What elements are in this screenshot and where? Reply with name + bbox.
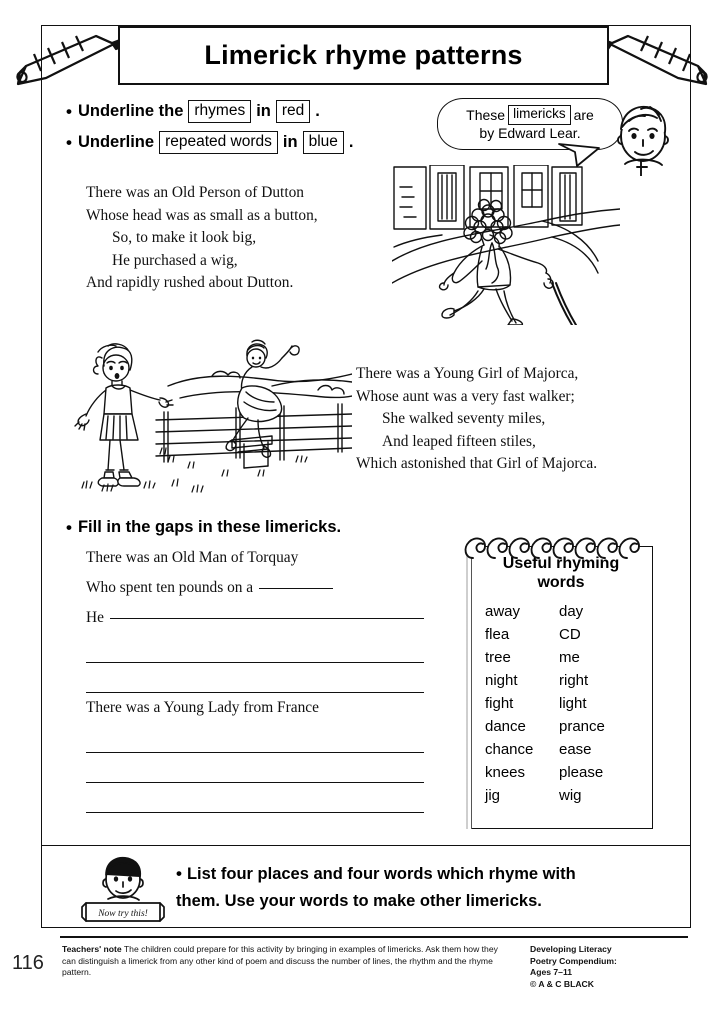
speech-post: are [573, 106, 594, 123]
fill-gaps-heading [66, 518, 341, 537]
now-try-this-badge-text: Now try this! [98, 909, 148, 919]
publisher-line-3: Ages 7–11 [530, 967, 573, 978]
teachers-note [62, 944, 512, 979]
now-try-this-divider [41, 845, 691, 846]
limerick-dutton-line-1: There was an Old Person of Dutton [86, 184, 304, 201]
speech-bubble-line-2: by Edward Lear. [479, 125, 581, 142]
boy-face-icon [607, 96, 679, 176]
instruction-2-tail: . [348, 133, 354, 151]
rhyme-word-left: away [485, 603, 521, 620]
pencil-icon-left [8, 22, 128, 94]
speech-boxed-limericks: limericks [508, 105, 571, 125]
limerick-dutton-line-4: He purchased a wig, [112, 251, 238, 269]
torquay-line-3-text: He [86, 609, 104, 626]
bullet-icon: • [66, 102, 72, 121]
rhyme-word-right: please [559, 764, 604, 781]
bullet-icon: • [176, 864, 182, 883]
old-man-running-illustration [392, 165, 620, 325]
fill-gaps-body [86, 549, 424, 819]
torquay-line-1: There was an Old Man of Torquay [86, 549, 299, 566]
rhyme-word-right: ease [559, 741, 592, 758]
instruction-2-mid: in [282, 133, 298, 151]
page-number: 116 [12, 952, 44, 974]
publisher-line-2: Poetry Compendium: [530, 955, 617, 966]
page-title-box [118, 26, 609, 85]
instruction-item-2 [66, 131, 446, 154]
speech-bubble-group [437, 98, 637, 160]
instruction-1-mid: in [256, 102, 271, 120]
fill-gaps-heading-text: Fill in the gaps in these limericks. [77, 518, 342, 536]
rhyme-word-right: me [559, 649, 580, 666]
torquay-line-3-row [86, 609, 424, 639]
publisher-info [530, 944, 690, 990]
rhyme-word-left: flea [485, 626, 510, 643]
rhyme-word-left: knees [485, 764, 526, 781]
publisher-line-4: © A & C BLACK [530, 978, 594, 989]
instruction-2-lead: Underline [77, 133, 155, 151]
rhyme-word-right: prance [559, 718, 605, 735]
rhyme-word-right: wig [559, 787, 582, 804]
answer-blank-7[interactable] [86, 789, 424, 819]
limerick-dutton [86, 182, 318, 295]
spiral-binding-icon [457, 532, 655, 562]
notepad-spine [463, 546, 472, 829]
now-try-this-line-2: them. Use your words to make other limericks. [176, 892, 542, 910]
instruction-1-tail: . [315, 102, 320, 120]
limerick-dutton-line-2: Whose head was as small as a button, [86, 206, 318, 224]
teachers-note-text: The children could prepare for this activity by bringing in examples of limericks. Ask them how they can distinguish a limerick from any other kind of poem and discuss the number of lines, the rhythm and the rhyme pattern. [62, 944, 498, 978]
now-try-this-line-1-row [176, 861, 666, 888]
limerick-majorca-line-1: There was a Young Girl of Majorca, [356, 365, 579, 382]
bullet-icon: • [66, 518, 72, 537]
limerick-majorca-line-4: And leaped fifteen stiles, [382, 432, 536, 450]
answer-blank-5[interactable] [86, 729, 424, 759]
answer-blank-4[interactable] [86, 669, 424, 699]
bullet-icon: • [66, 133, 72, 152]
torquay-line-2-row [86, 579, 424, 609]
instruction-1-lead: Underline the [77, 102, 184, 120]
limerick-dutton-line-3: So, to make it look big, [112, 229, 257, 246]
page-title: Limerick rhyme patterns [204, 40, 523, 70]
instruction-1-boxed-red: red [276, 100, 310, 123]
rhyme-word-left: tree [485, 649, 511, 666]
speech-bubble-line-1 [466, 105, 594, 125]
rhyme-word-right: day [559, 603, 584, 620]
limerick-majorca [356, 363, 597, 476]
instruction-2-boxed-repeated-words: repeated words [159, 131, 278, 154]
rhyme-word-left: fight [485, 695, 514, 712]
instruction-item-1 [66, 100, 446, 123]
limerick-majorca-line-3: She walked seventy miles, [382, 410, 546, 427]
girls-at-stile-illustration [72, 336, 352, 498]
pencil-icon-right [596, 22, 716, 94]
answer-blank-6[interactable] [86, 759, 424, 789]
instruction-1-boxed-rhymes: rhymes [188, 100, 251, 123]
rhyme-word-right: light [559, 695, 587, 712]
rhyme-word-right: right [559, 672, 589, 689]
rhyming-words-table [485, 600, 641, 807]
rhyme-word-left: chance [485, 741, 534, 758]
rhyme-word-right: CD [559, 626, 581, 643]
now-try-this-badge-icon [78, 855, 168, 923]
limerick-majorca-line-5: Which astonished that Girl of Majorca. [356, 455, 598, 472]
answer-blank-3[interactable] [86, 639, 424, 669]
speech-pre: These [466, 106, 506, 123]
torquay-line-2-text: Who spent ten pounds on a [86, 579, 254, 596]
notepad-title-line-1: Useful rhyming [502, 555, 620, 572]
instruction-2-boxed-blue: blue [303, 131, 344, 154]
rhyme-word-left: night [485, 672, 518, 689]
useful-rhyming-words-notepad [457, 532, 655, 829]
now-try-this-task [176, 861, 666, 915]
rhyme-word-left: jig [485, 787, 501, 804]
answer-blank-1[interactable] [259, 588, 333, 589]
notepad-title-line-2: words [537, 574, 585, 591]
france-line: There was a Young Lady from France [86, 699, 319, 716]
publisher-line-1: Developing Literacy [530, 944, 612, 954]
footer-rule [60, 936, 688, 938]
now-try-this-line-1: List four places and four words which rhyme with [186, 865, 576, 883]
speech-bubble-tail-icon [555, 142, 615, 168]
instructions-list [66, 100, 446, 162]
answer-blank-2[interactable] [110, 618, 424, 619]
limerick-dutton-line-5: And rapidly rushed about Dutton. [86, 274, 294, 291]
rhyme-word-left: dance [485, 718, 526, 735]
teachers-note-label: Teachers' note [62, 944, 122, 954]
limerick-majorca-line-2: Whose aunt was a very fast walker; [356, 387, 575, 405]
